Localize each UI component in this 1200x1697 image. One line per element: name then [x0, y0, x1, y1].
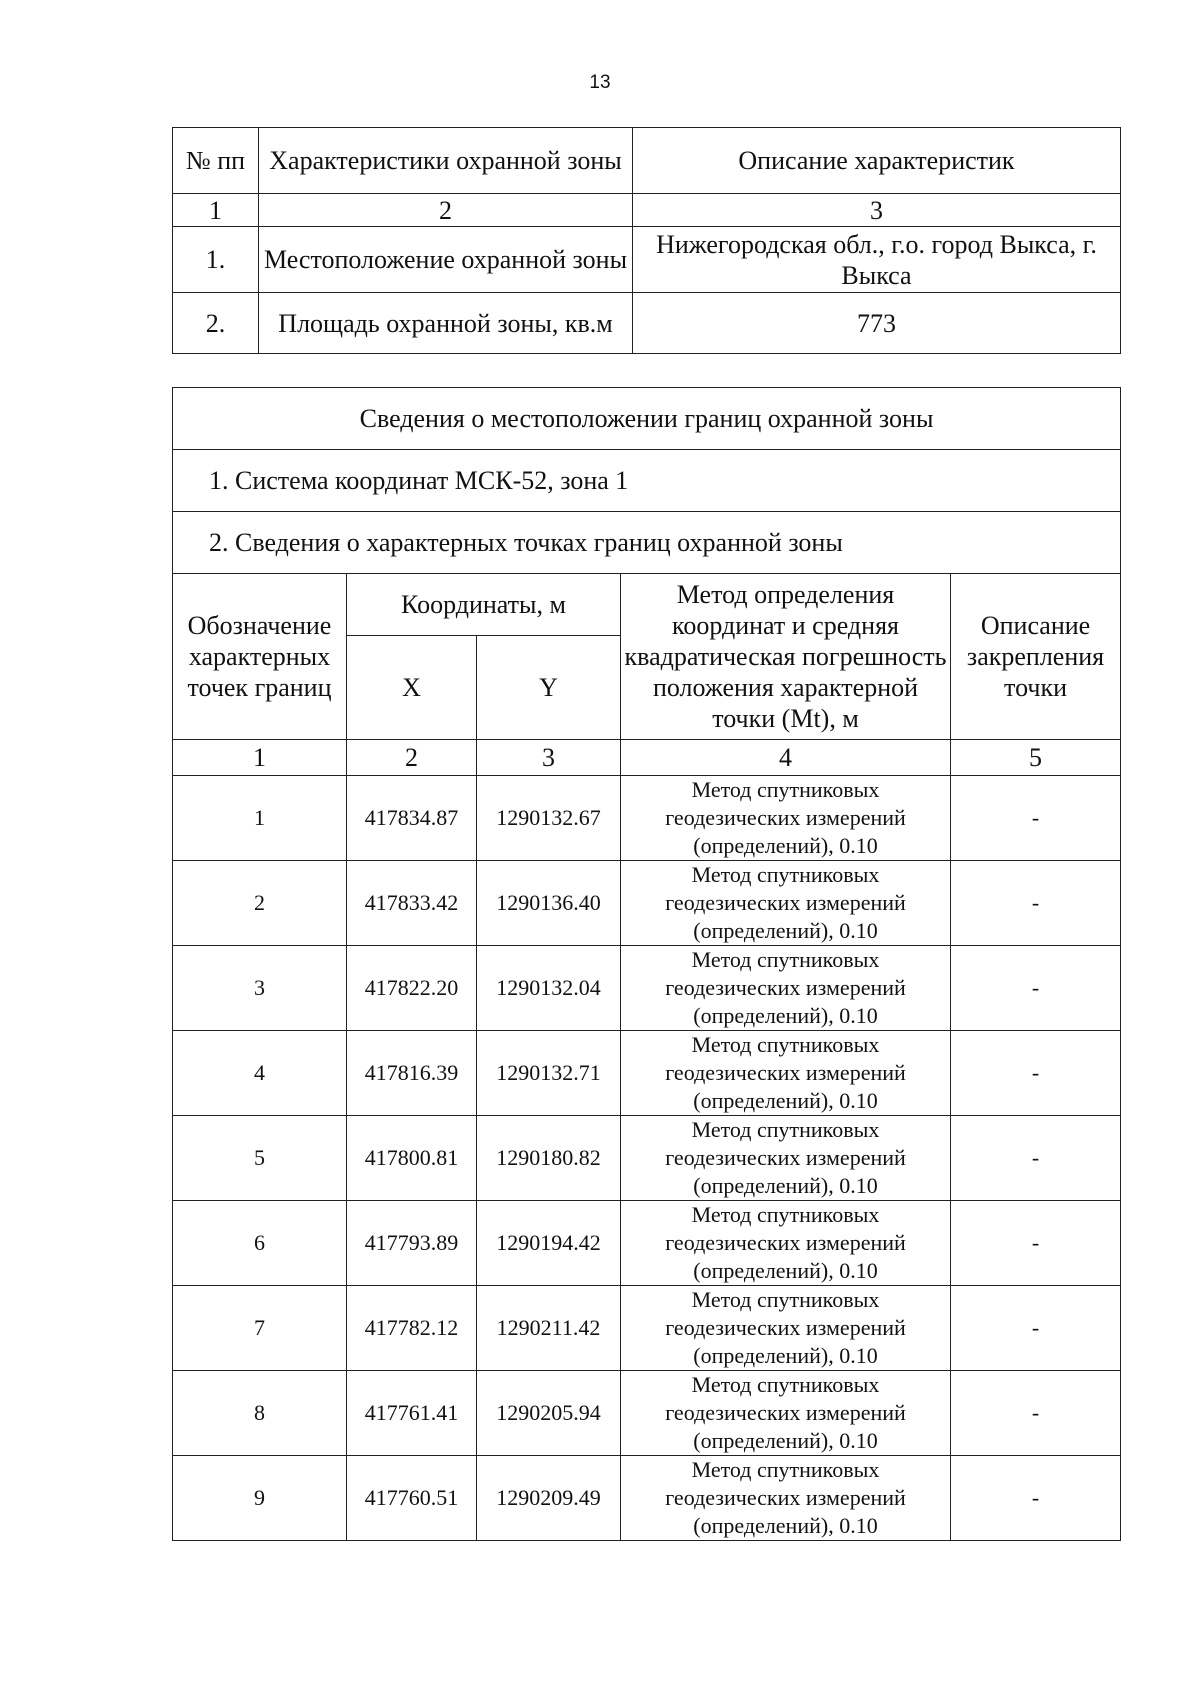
method: Метод спутниковых геодезических измерений (определений), 0.10	[621, 776, 951, 861]
table-row	[173, 293, 1121, 354]
coord-y: 1290136.40	[477, 861, 621, 946]
header-description: Описание характеристик	[633, 128, 1121, 194]
point-id: 8	[173, 1371, 347, 1456]
coord-y: 1290211.42	[477, 1286, 621, 1371]
col-number: 4	[621, 740, 951, 776]
header-num: № пп	[173, 128, 259, 194]
coord-y: 1290180.82	[477, 1116, 621, 1201]
fixing: -	[951, 1456, 1121, 1541]
col-number: 2	[259, 194, 633, 227]
coord-y: 1290132.04	[477, 946, 621, 1031]
coord-y: 1290132.67	[477, 776, 621, 861]
fixing: -	[951, 776, 1121, 861]
coord-x: 417816.39	[347, 1031, 477, 1116]
point-id: 7	[173, 1286, 347, 1371]
coord-x: 417822.20	[347, 946, 477, 1031]
table-title-row	[173, 388, 1121, 450]
boundary-points-table	[172, 387, 1121, 1541]
fixing: -	[951, 946, 1121, 1031]
method: Метод спутниковых геодезических измерений (определений), 0.10	[621, 1286, 951, 1371]
table-row	[173, 861, 1121, 946]
coord-x: 417793.89	[347, 1201, 477, 1286]
fixing: -	[951, 1031, 1121, 1116]
table-row	[173, 1201, 1121, 1286]
point-id: 4	[173, 1031, 347, 1116]
header-method: Метод определения координат и средняя квадратическая погрешность положения характерной точки (Mt), м	[621, 574, 951, 740]
coord-y: 1290194.42	[477, 1201, 621, 1286]
point-id: 6	[173, 1201, 347, 1286]
coord-y: 1290132.71	[477, 1031, 621, 1116]
table-row	[173, 227, 1121, 293]
fixing: -	[951, 1201, 1121, 1286]
header-coordinates: Координаты, м	[347, 574, 621, 636]
method: Метод спутниковых геодезических измерений (определений), 0.10	[621, 1116, 951, 1201]
header-characteristic: Характеристики охранной зоны	[259, 128, 633, 194]
row-characteristic: Площадь охранной зоны, кв.м	[259, 293, 633, 354]
method: Метод спутниковых геодезических измерений (определений), 0.10	[621, 1456, 951, 1541]
col-number: 1	[173, 194, 259, 227]
numbering-row	[173, 194, 1121, 227]
header-y: Y	[477, 636, 621, 740]
fixing: -	[951, 1371, 1121, 1456]
point-id: 9	[173, 1456, 347, 1541]
row-num: 1.	[173, 227, 259, 293]
method: Метод спутниковых геодезических измерений (определений), 0.10	[621, 861, 951, 946]
point-id: 2	[173, 861, 347, 946]
coord-x: 417800.81	[347, 1116, 477, 1201]
fixing: -	[951, 1116, 1121, 1201]
row-num: 2.	[173, 293, 259, 354]
table-row	[173, 1116, 1121, 1201]
table-row	[173, 776, 1121, 861]
fixing: -	[951, 1286, 1121, 1371]
col-number: 3	[633, 194, 1121, 227]
header-fixing: Описание закрепления точки	[951, 574, 1121, 740]
point-id: 3	[173, 946, 347, 1031]
coordinate-system: 1. Система координат МСК-52, зона 1	[173, 450, 1121, 512]
coord-x: 417782.12	[347, 1286, 477, 1371]
header-x: X	[347, 636, 477, 740]
method: Метод спутниковых геодезических измерений (определений), 0.10	[621, 1031, 951, 1116]
header-point: Обозначение характерных точек границ	[173, 574, 347, 740]
coord-x: 417761.41	[347, 1371, 477, 1456]
zone-characteristics-table	[172, 127, 1121, 354]
col-number: 2	[347, 740, 477, 776]
table-header-row	[173, 574, 1121, 636]
table-row	[173, 1371, 1121, 1456]
fixing: -	[951, 861, 1121, 946]
page-number: 13	[589, 72, 611, 93]
point-id: 5	[173, 1116, 347, 1201]
coord-x: 417834.87	[347, 776, 477, 861]
coord-x: 417833.42	[347, 861, 477, 946]
coord-y: 1290209.49	[477, 1456, 621, 1541]
section-row	[173, 450, 1121, 512]
table-row	[173, 1456, 1121, 1541]
table-row	[173, 946, 1121, 1031]
col-number: 5	[951, 740, 1121, 776]
col-number: 1	[173, 740, 347, 776]
section-row	[173, 512, 1121, 574]
table-header-row	[173, 128, 1121, 194]
point-id: 1	[173, 776, 347, 861]
method: Метод спутниковых геодезических измерений (определений), 0.10	[621, 1371, 951, 1456]
row-description: 773	[633, 293, 1121, 354]
coord-y: 1290205.94	[477, 1371, 621, 1456]
row-description: Нижегородская обл., г.о. город Выкса, г. Выкса	[633, 227, 1121, 293]
table-title: Сведения о местоположении границ охранной зоны	[173, 388, 1121, 450]
col-number: 3	[477, 740, 621, 776]
coord-x: 417760.51	[347, 1456, 477, 1541]
points-section-title: 2. Сведения о характерных точках границ охранной зоны	[173, 512, 1121, 574]
method: Метод спутниковых геодезических измерений (определений), 0.10	[621, 946, 951, 1031]
table-row	[173, 1031, 1121, 1116]
method: Метод спутниковых геодезических измерений (определений), 0.10	[621, 1201, 951, 1286]
numbering-row	[173, 740, 1121, 776]
row-characteristic: Местоположение охранной зоны	[259, 227, 633, 293]
table-row	[173, 1286, 1121, 1371]
